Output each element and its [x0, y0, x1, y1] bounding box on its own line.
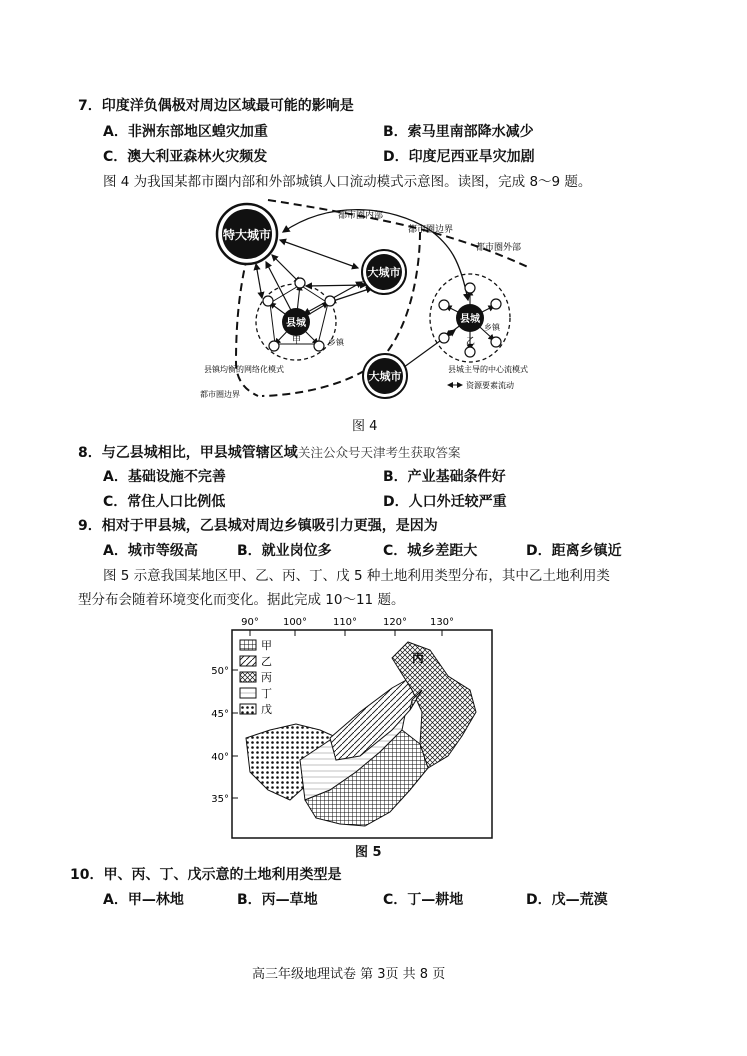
label-mode-left: 县镇均衡的网络化模式 [204, 365, 284, 374]
q9-option-a[interactable]: A．城市等级高 [103, 543, 198, 559]
lon-label-90: 90° [241, 617, 259, 628]
lon-label-120: 120° [382, 617, 408, 628]
q9-stem: 9．相对于甲县城，乙县城对周边乡镇吸引力更强，是因为 [78, 518, 438, 534]
jia-label: 甲 [292, 336, 302, 346]
legend-bing: 丙 [261, 671, 272, 684]
q9-option-d[interactable]: D．距离乡镇近 [526, 543, 622, 559]
map-label-bing: 丙 [412, 651, 425, 665]
legend-yi: 乙 [261, 655, 272, 668]
label-mode-right: 县城主导的中心流模式 [448, 365, 528, 374]
fig5-intro-line2: 型分布会随着环境变化而变化。据此完成 10～11 题。 [78, 592, 405, 608]
lon-label-130: 130° [429, 617, 455, 628]
legend-jia: 甲 [261, 639, 272, 652]
legend-ding: 丁 [261, 687, 272, 700]
county-yi-label: 县城 [460, 314, 480, 325]
lon-label-110: 110° [332, 617, 358, 628]
q7-option-d[interactable]: D．印度尼西亚旱灾加剧 [383, 149, 535, 165]
q8-stem: 8．与乙县城相比，甲县城管辖区域 [78, 445, 298, 461]
q10-option-d[interactable]: D．戊—荒漠 [526, 892, 608, 908]
q8-option-c[interactable]: C．常住人口比例低 [103, 494, 226, 510]
watermark-text: 关注公众号天津考生获取答案 [298, 445, 461, 460]
label-outer: 都市圈外部 [476, 243, 522, 253]
legend-flow-label: 资源要素流动 [466, 381, 514, 390]
lat-label-50: 50° [211, 666, 229, 677]
big-city-label-upper: 大城市 [367, 266, 401, 279]
fig5-caption: 图 5 [355, 845, 382, 860]
label-inner: 都市圈内部 [338, 211, 384, 221]
township-label-yi: 乡镇 [484, 323, 500, 332]
q10-stem: 10．甲、丙、丁、戊示意的土地利用类型是 [70, 867, 342, 883]
lat-label-40: 40° [211, 752, 229, 763]
big-city-label-lower: 大城市 [368, 370, 402, 383]
yi-label: 乙 [466, 337, 476, 347]
fig4-caption: 图 4 [352, 419, 378, 434]
q7-option-c[interactable]: C．澳大利亚森林火灾频发 [103, 149, 268, 165]
q9-option-c[interactable]: C．城乡差距大 [383, 543, 478, 559]
q8-option-d[interactable]: D．人口外迁较严重 [383, 494, 507, 510]
q10-option-b[interactable]: B．丙—草地 [237, 892, 318, 908]
label-boundary-bottom: 都市圈边界 [200, 390, 240, 399]
township-label-jia: 乡镇 [328, 338, 344, 347]
q9-option-b[interactable]: B．就业岗位多 [237, 543, 332, 559]
q10-option-a[interactable]: A．甲—林地 [103, 892, 184, 908]
legend-wu: 戊 [261, 703, 272, 716]
lat-label-45: 45° [211, 709, 229, 720]
lat-label-35: 35° [211, 794, 229, 805]
lon-label-100: 100° [282, 617, 308, 628]
q10-option-c[interactable]: C．丁—耕地 [383, 892, 464, 908]
q8-option-b[interactable]: B．产业基础条件好 [383, 469, 506, 485]
q7-option-a[interactable]: A．非洲东部地区蝗灾加重 [103, 124, 268, 140]
megacity-label: 特大城市 [222, 228, 272, 242]
fig4-intro: 图 4 为我国某都市圈内部和外部城镇人口流动模式示意图。读图，完成 8～9 题。 [103, 174, 592, 190]
q7-stem: 7．印度洋负偶极对周边区域最可能的影响是 [78, 98, 354, 114]
q7-option-b[interactable]: B．索马里南部降水减少 [383, 124, 534, 140]
page-footer: 高三年级地理试卷 第 3页 共 8 页 [252, 967, 446, 982]
label-boundary-top: 都市圈边界 [408, 225, 454, 235]
q8-option-a[interactable]: A．基础设施不完善 [103, 469, 226, 485]
fig5-intro-line1: 图 5 示意我国某地区甲、乙、丙、丁、戊 5 种土地利用类型分布，其中乙土地利用类 [103, 568, 610, 584]
county-jia-label: 县城 [286, 318, 306, 329]
